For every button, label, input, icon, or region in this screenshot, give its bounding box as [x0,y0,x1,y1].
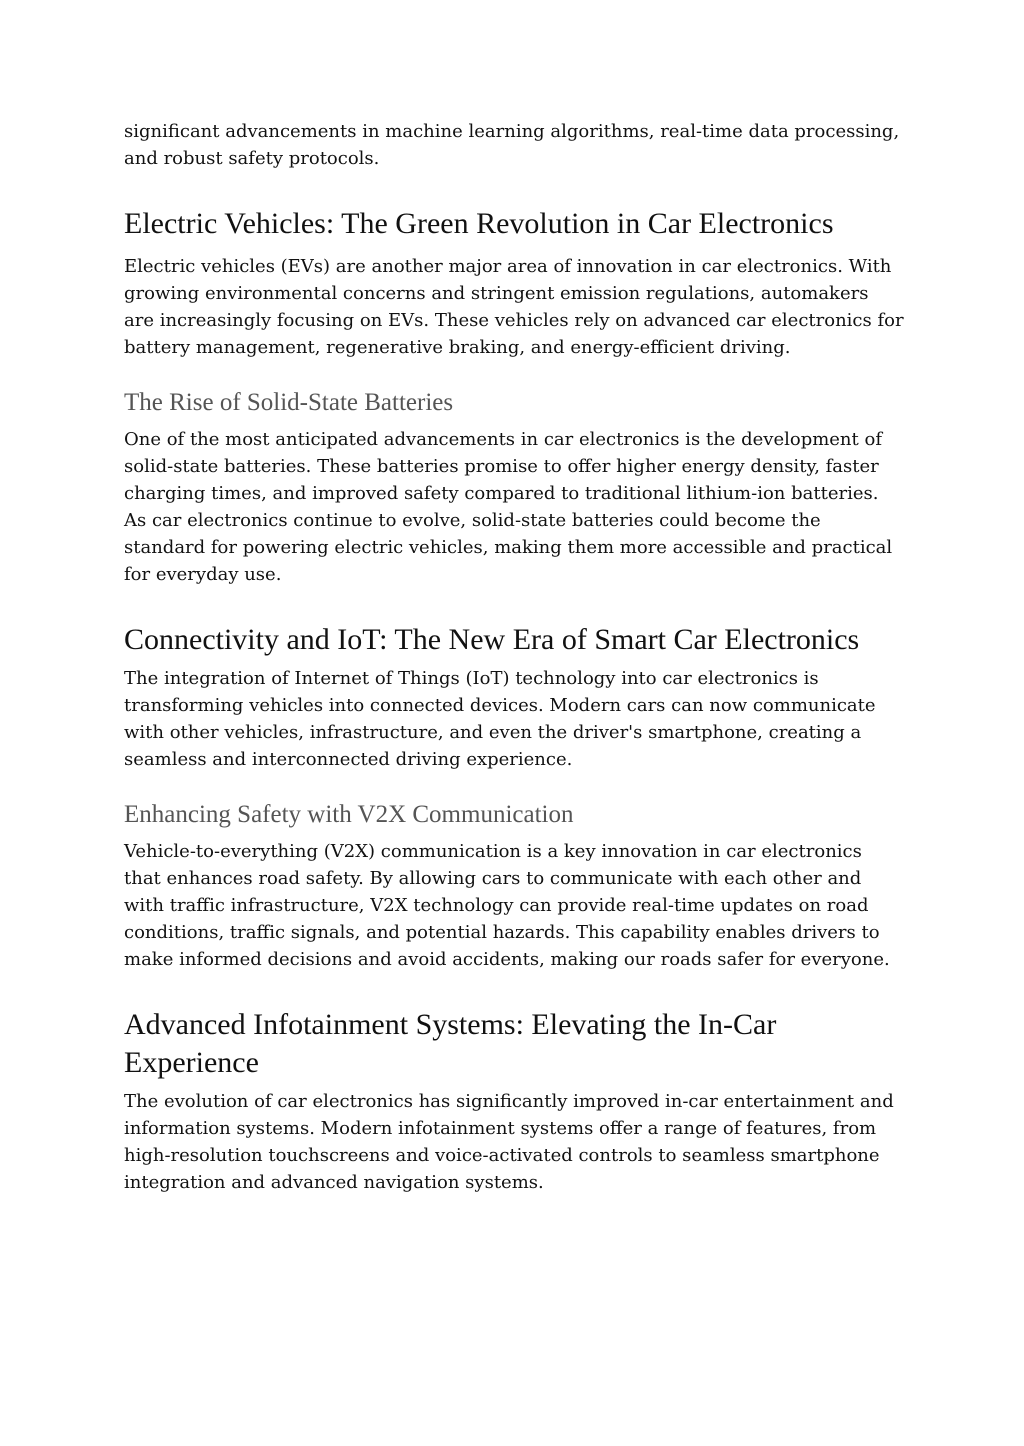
intro-paragraph: significant advancements in machine learning algorithms, real-time data processing, and robust safety protocols. [124,121,900,169]
subsection-heading: The Rise of Solid-State Batteries [124,389,454,416]
section-electric-vehicles [124,205,904,588]
section-heading: Electric Vehicles: The Green Revolution in Car Electronics [124,207,834,240]
section-paragraph: Electric vehicles (EVs) are another major area of innovation in car electronics. With growing environmental concerns and stringent emission regulations, automakers are increasingly focusing on EVs. These vehicles rely on advanced car electronics for battery management, regenerative braking, and energy-efficient driving. [124,256,904,358]
section-connectivity-iot [124,621,904,973]
section-heading: Advanced Infotainment Systems: Elevating the In-Car Experience [124,1008,777,1079]
section-paragraph: The evolution of car electronics has significantly improved in-car entertainment and information systems. Modern infotainment systems offer a range of features, from high-resolution touchscreens and voice-activated controls to seamless smartphone integration and advanced navigation systems. [124,1091,894,1193]
subsection-paragraph: Vehicle-to-everything (V2X) communication is a key innovation in car electronics that enhances road safety. By allowing cars to communicate with each other and with traffic infrastructure, V2X technology can provide real-time updates on road conditions, traffic signals, and potential hazards. This capability enables drivers to make informed decisions and avoid accidents, making our roads safer for everyone. [124,841,890,970]
subsection-heading: Enhancing Safety with V2X Communication [124,801,574,828]
document-page [124,118,904,1196]
section-infotainment [124,1006,904,1196]
subsection-paragraph: One of the most anticipated advancements in car electronics is the development of solid-state batteries. These batteries promise to offer higher energy density, faster charging times, and improved safety compared to traditional lithium-ion batteries. As car electronics continue to evolve, solid-state batteries could become the standard for powering electric vehicles, making them more accessible and practical for everyday use. [124,429,893,585]
section-paragraph: The integration of Internet of Things (IoT) technology into car electronics is transforming vehicles into connected devices. Modern cars can now communicate with other vehicles, infrastructure, and even the driver's smartphone, creating a seamless and interconnected driving experience. [124,668,876,770]
section-heading: Connectivity and IoT: The New Era of Smart Car Electronics [124,623,860,656]
